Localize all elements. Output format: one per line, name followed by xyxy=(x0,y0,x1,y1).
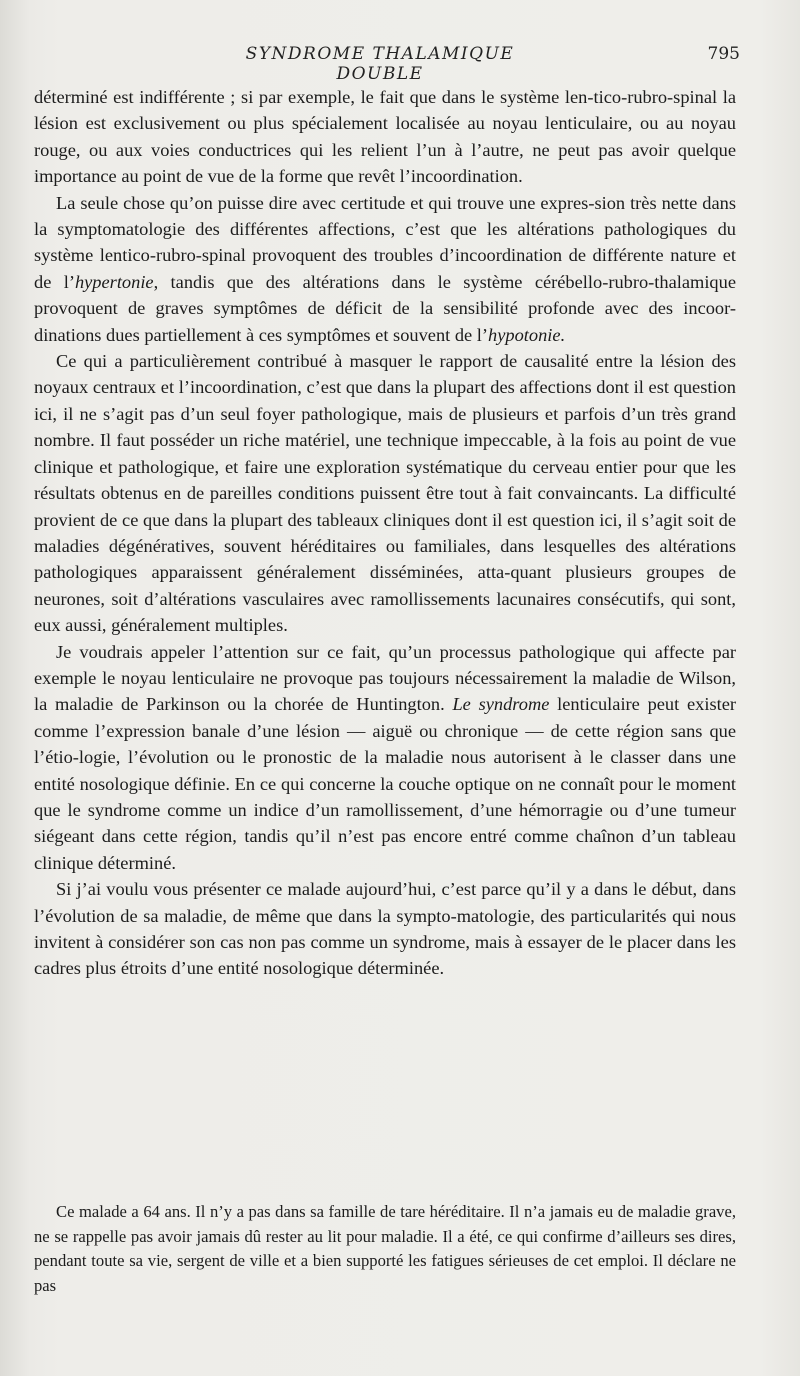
text-run: , tandis que des altérations dans le système cérébello-rubro-thalamique provoquent de graves symptômes de déficit de la sensibilité profonde avec des incoor-dinations dues partiellement à ces symptômes et souvent de l’ xyxy=(34,271,736,345)
text-run: lenticulaire peut exister comme l’expression banale d’une lésion — aiguë ou chronique — de cette région sans que l’étio-logie, l’évolution ou le pronostic de la maladie nous autorisent à le classer dans une entité nosologique définie. En ce qui concerne la couche optique on ne connaît pour le moment que le syndrome comme un indice d’un ramollissement, d’une hémorragie ou d’une tumeur siégeant dans cette région, tandis qu’il n’est pas encore entré comme chaînon d’un tableau clinique déterminé. xyxy=(34,694,736,873)
paragraph-4 xyxy=(34,639,736,877)
text-run: déterminé est indifférente ; si par exemple, le fait que dans le système len-tico-rubro-spinal la lésion est exclusivement ou plus spécialement localisée au noyau lenticulaire, ou au noyau rouge, ou aux voies conductrices qui les relient l’un à l’autre, ne peut pas avoir quelque importance au point de vue de la forme que revêt l’incoordination. xyxy=(34,87,736,187)
paragraph-2 xyxy=(34,190,736,348)
italic-term: hypotonie. xyxy=(488,324,566,345)
text-run: La seule chose qu’on puisse dire avec certitude et qui trouve une expres-sion très nette dans la symptomatologie des différentes affections, c’est que les altérations pathologiques du système lentico-rubro-spinal provoquent des troubles d’incoordination de différente nature et de l’ xyxy=(34,192,736,292)
text-run: Ce qui a particulièrement contribué à masquer le rapport de causalité entre la lésion des noyaux centraux et l’incoordination, c’est que dans la plupart des affections dont il est question ici, il ne s’agit pas d’un seul foyer pathologique, mais de plusieurs et parfois d’un très grand nombre. Il faut posséder un riche matériel, une technique impeccable, à la fois au point de vue clinique et pathologique, et faire une exploration systématique du cerveau entier pour que les résultats obtenus en de pareilles conditions puissent être tout à fait convaincants. La difficulté provient de ce que dans la plupart des tableaux cliniques dont il est question ici, il s’agit soit de maladies dégénératives, souvent héréditaires ou familiales, dans lesquelles des altérations pathologiques apparaissent généralement disséminées, atta-quant plusieurs groupes de neurones, soit d’altérations vasculaires avec ramollissements lacunaires consécutifs, qui sont, eux aussi, généralement multiples. xyxy=(34,351,736,636)
main-text xyxy=(34,84,736,982)
case-paragraph: Ce malade a 64 ans. Il n’y a pas dans sa famille de tare héréditaire. Il n’a jamais eu de maladie grave, ne se rappelle pas avoir jamais dû rester au lit pour maladie. Il a été, ce qui confirme d’ailleurs ses dires, pendant toute sa vie, sergent de ville et a bien supporté les fatigues sérieuses de cet emploi. Il déclare ne pas xyxy=(34,1202,736,1295)
paragraph-3 xyxy=(34,348,736,638)
case-report-text xyxy=(34,1200,736,1298)
paragraph-5 xyxy=(34,876,736,982)
paragraph-1 xyxy=(34,84,736,190)
page-number: 795 xyxy=(707,44,740,64)
italic-term: Le syndrome xyxy=(452,694,550,715)
italic-term: hypertonie xyxy=(74,271,154,292)
text-run: Si j’ai voulu vous présenter ce malade aujourd’hui, c’est parce qu’il y a dans le début, dans l’évolution de sa maladie, de même que dans la sympto-matologie, des particularités qui nous invitent à considérer son cas non pas comme un syndrome, mais à essayer de le placer dans les cadres plus étroits d’une entité nosologique déterminée. xyxy=(34,879,736,979)
running-title: SYNDROME THALAMIQUE DOUBLE xyxy=(245,44,515,84)
text-run: Je voudrais appeler l’attention sur ce fait, qu’un processus pathologique qui affecte par exemple le noyau lenticulaire ne provoque pas toujours nécessairement la maladie de Wilson, la maladie de Parkinson ou la chorée de Huntington. xyxy=(34,641,736,715)
